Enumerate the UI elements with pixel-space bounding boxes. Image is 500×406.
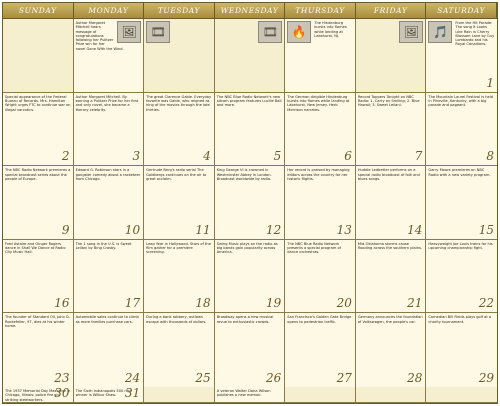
calendar-day-cell bbox=[144, 240, 215, 314]
calendar-day-cell bbox=[285, 387, 356, 403]
day-number: 20 bbox=[336, 296, 352, 311]
event-text: The Hindenburg bursts into flames while landing at Lakehurst, NJ. bbox=[314, 21, 347, 38]
day-number: 8 bbox=[486, 149, 494, 164]
day-number: 26 bbox=[266, 371, 282, 386]
photo-icon: 🎵 bbox=[428, 21, 452, 43]
calendar-day-cell bbox=[426, 19, 497, 93]
event-text: During a bank robbery, outlaws escape with thousands of dollars. bbox=[146, 315, 207, 324]
day-number: 2 bbox=[61, 149, 70, 164]
calendar-day-cell bbox=[74, 93, 145, 167]
event-text: Broadway opens a new musical revue to enthusiastic crowds. bbox=[216, 315, 274, 324]
calendar-day-cell bbox=[285, 313, 356, 387]
calendar-day-cell bbox=[74, 313, 145, 387]
calendar-day-cell bbox=[3, 166, 74, 240]
weekday-header: WEDNESDAY bbox=[215, 3, 286, 19]
event-text: The founder of Standard Oil, John D. Rockefeller, 97, dies at his winter home. bbox=[5, 315, 71, 329]
event-text: The NBC Radio Network premieres a special broadcast series about the people of Europe. bbox=[5, 168, 71, 181]
calendar-day-cell bbox=[356, 93, 427, 167]
calendar-day-cell bbox=[356, 19, 427, 93]
day-number: 11 bbox=[195, 222, 211, 237]
weekday-header: THURSDAY bbox=[285, 3, 356, 19]
day-number: 31 bbox=[124, 387, 141, 400]
calendar-day-cell bbox=[144, 166, 215, 240]
calendar-day-cell bbox=[3, 313, 74, 387]
day-number: 23 bbox=[54, 371, 70, 386]
day-number: 5 bbox=[273, 149, 282, 164]
day-number: 12 bbox=[266, 222, 282, 237]
event-text: King George VI is crowned in Westminster Abbey in London. Broadcast worldwide by radio. bbox=[216, 168, 272, 181]
weekday-header: TUESDAY bbox=[144, 3, 215, 19]
day-number: 9 bbox=[61, 222, 70, 237]
calendar-day-cell bbox=[144, 93, 215, 167]
day-number: 14 bbox=[407, 222, 423, 237]
event-text: Swing Music plays on the radio as big bands gain popularity across America. bbox=[216, 241, 278, 255]
day-number: 29 bbox=[478, 371, 494, 386]
day-number: 22 bbox=[478, 296, 494, 311]
calendar-day-cell bbox=[3, 19, 74, 93]
event-text: Germany announces the foundation of Volkswagen, the people's car. bbox=[357, 315, 423, 324]
weekday-header: FRIDAY bbox=[356, 3, 427, 19]
event-text: The 1937 Memorial Day Massacre in Chicago, Illinois: police fire on striking steelworkers. bbox=[5, 389, 71, 402]
calendar-day-cell bbox=[144, 387, 215, 403]
event-text: Special appearance of the Federal Bureau of Records. Mrs. Hamilton Wright urges FTC to continue war on illegal narcotics. bbox=[5, 94, 71, 112]
calendar-day-cell bbox=[144, 313, 215, 387]
calendar-day-cell bbox=[426, 166, 497, 240]
event-text: Edward G. Robinson stars in a gangster comedy about a racketeer from Chicago. bbox=[75, 168, 141, 181]
calendar-day-cell bbox=[426, 240, 497, 314]
event-text: Automobile sales continue to climb as more families purchase cars. bbox=[75, 315, 139, 324]
calendar-day-cell bbox=[215, 240, 286, 314]
day-number: 3 bbox=[132, 149, 141, 164]
day-number: 4 bbox=[203, 149, 211, 164]
calendar-day-cell bbox=[356, 313, 427, 387]
calendar-day-cell bbox=[215, 313, 286, 387]
event-text: A veteran Walter Dana Wilson publishes a new memoir. bbox=[216, 389, 271, 398]
event-text: Huddie Ledbetter performs on a special radio broadcast of folk and blues songs. bbox=[357, 168, 420, 181]
calendar-day-cell bbox=[215, 387, 286, 403]
event-text: Mid-Oklahoma storms cause flooding across the southern plains. bbox=[357, 241, 423, 251]
calendar-day-cell bbox=[285, 240, 356, 314]
event-text: The 1 song in the U.S. is Sweet Leilani by Bing Crosby. bbox=[75, 241, 132, 251]
calendar-day-cell bbox=[426, 387, 497, 403]
day-number: 18 bbox=[195, 296, 211, 311]
event-text: Comedian Bill Fields plays golf at a charity tournament. bbox=[428, 315, 492, 324]
calendar-day-cell bbox=[356, 166, 427, 240]
calendar-day-cell bbox=[144, 19, 215, 93]
calendar-day-cell bbox=[426, 93, 497, 167]
calendar-day-cell bbox=[285, 166, 356, 240]
day-number: 6 bbox=[344, 149, 352, 164]
day-number: 21 bbox=[407, 296, 423, 311]
calendar-day-cell bbox=[3, 240, 74, 314]
event-text: Gertrude Berg's radio serial The Goldbergs continues on the air to great acclaim. bbox=[146, 168, 207, 181]
photo-icon: 🎞 bbox=[258, 21, 282, 43]
calendar-day-cell bbox=[285, 19, 356, 93]
event-text: The NBC Blue Radio Network's new sitcom program features Lucille Ball and more. bbox=[216, 94, 282, 108]
photo-icon: 🖼 bbox=[117, 21, 141, 43]
photo-icon: 🖼 bbox=[399, 21, 423, 43]
event-text: The Sixth Indianapolis 500 race winner is Wilbur Shaw. bbox=[75, 389, 133, 398]
calendar-day-cell bbox=[74, 19, 145, 93]
calendar-day-cell bbox=[285, 93, 356, 167]
day-number: 24 bbox=[124, 371, 141, 386]
weekday-header: SATURDAY bbox=[426, 3, 497, 19]
event-text: The NBC Blue Radio Network presents a special program of dance orchestras. bbox=[287, 241, 341, 255]
calendar-day-cell bbox=[74, 387, 145, 403]
day-number: 30 bbox=[54, 387, 70, 400]
calendar-day-cell bbox=[356, 387, 427, 403]
event-text: The great Clarence Gable. Everyday favorite was Gable, who reigned as king of the movies through the late thirties. bbox=[146, 94, 212, 112]
day-number: 7 bbox=[414, 149, 423, 164]
calendar-grid bbox=[2, 2, 498, 404]
calendar-day-cell bbox=[426, 313, 497, 387]
weekday-header: SUNDAY bbox=[3, 3, 74, 19]
photo-icon: 🔥 bbox=[287, 21, 311, 43]
photo-icon: 🎞 bbox=[146, 21, 170, 43]
event-text: Record Toppers Tonight on NBC Radio: 1. Carry on Smiling; 2. Blue Hawaii; 3. Sweet Leilani. bbox=[357, 94, 420, 108]
event-text: Heavyweight Joe Louis trains for his upcoming championship fight. bbox=[428, 241, 493, 251]
day-number: 19 bbox=[266, 296, 282, 311]
event-text: San Francisco's Golden Gate Bridge opens to pedestrian traffic. bbox=[287, 315, 352, 324]
weekday-header: MONDAY bbox=[74, 3, 145, 19]
calendar-day-cell bbox=[3, 387, 74, 403]
calendar-day-cell bbox=[215, 166, 286, 240]
event-text: The German dirigible Hindenburg bursts into flames while landing at Lakehurst, New Jersey. Herb Morrison narrates. bbox=[287, 94, 350, 112]
event-text: Leap Year in Hollywood. Stars of the film gather for a premiere screening. bbox=[146, 241, 211, 255]
calendar-day-cell bbox=[74, 240, 145, 314]
calendar-day-cell bbox=[74, 166, 145, 240]
calendar-day-cell bbox=[356, 240, 427, 314]
calendar-day-cell bbox=[215, 19, 286, 93]
day-number: 16 bbox=[54, 296, 70, 311]
day-number: 17 bbox=[124, 296, 141, 311]
event-text: Author Margaret Mitchell. By earning a Pulitzer Prize for her first and only novel, she became a literary celebrity. bbox=[75, 94, 139, 112]
day-number: 28 bbox=[407, 371, 423, 386]
event-text: The Mountain Laurel Festival is held in Pineville, Kentucky, with a big parade and pageant. bbox=[428, 94, 493, 108]
calendar-day-cell bbox=[3, 93, 74, 167]
day-number: 25 bbox=[195, 371, 211, 386]
day-number: 15 bbox=[478, 222, 494, 237]
day-number: 13 bbox=[336, 222, 352, 237]
calendar-day-cell bbox=[215, 93, 286, 167]
event-text: Her record is praised by managing editors across the country for her historic flights. bbox=[287, 168, 350, 181]
event-text: Garry Moore premieres on NBC Radio with a new variety program. bbox=[428, 168, 491, 177]
event-text: From the Hit Parade: The song It Looks Like Rain in Cherry Blossom Lane by Guy Lombardo and his Royal Canadians. bbox=[455, 21, 495, 47]
event-text: Fred Astaire and Ginger Rogers dance in Shall We Dance at Radio City Music Hall. bbox=[5, 241, 66, 255]
day-number: 1 bbox=[486, 75, 494, 90]
day-number: 27 bbox=[336, 371, 352, 386]
event-text: Author Margaret Mitchell hears message of congratulations following her Pulitzer Prize win for her novel Gone With the Wind. bbox=[75, 21, 124, 51]
day-number: 10 bbox=[124, 222, 141, 237]
